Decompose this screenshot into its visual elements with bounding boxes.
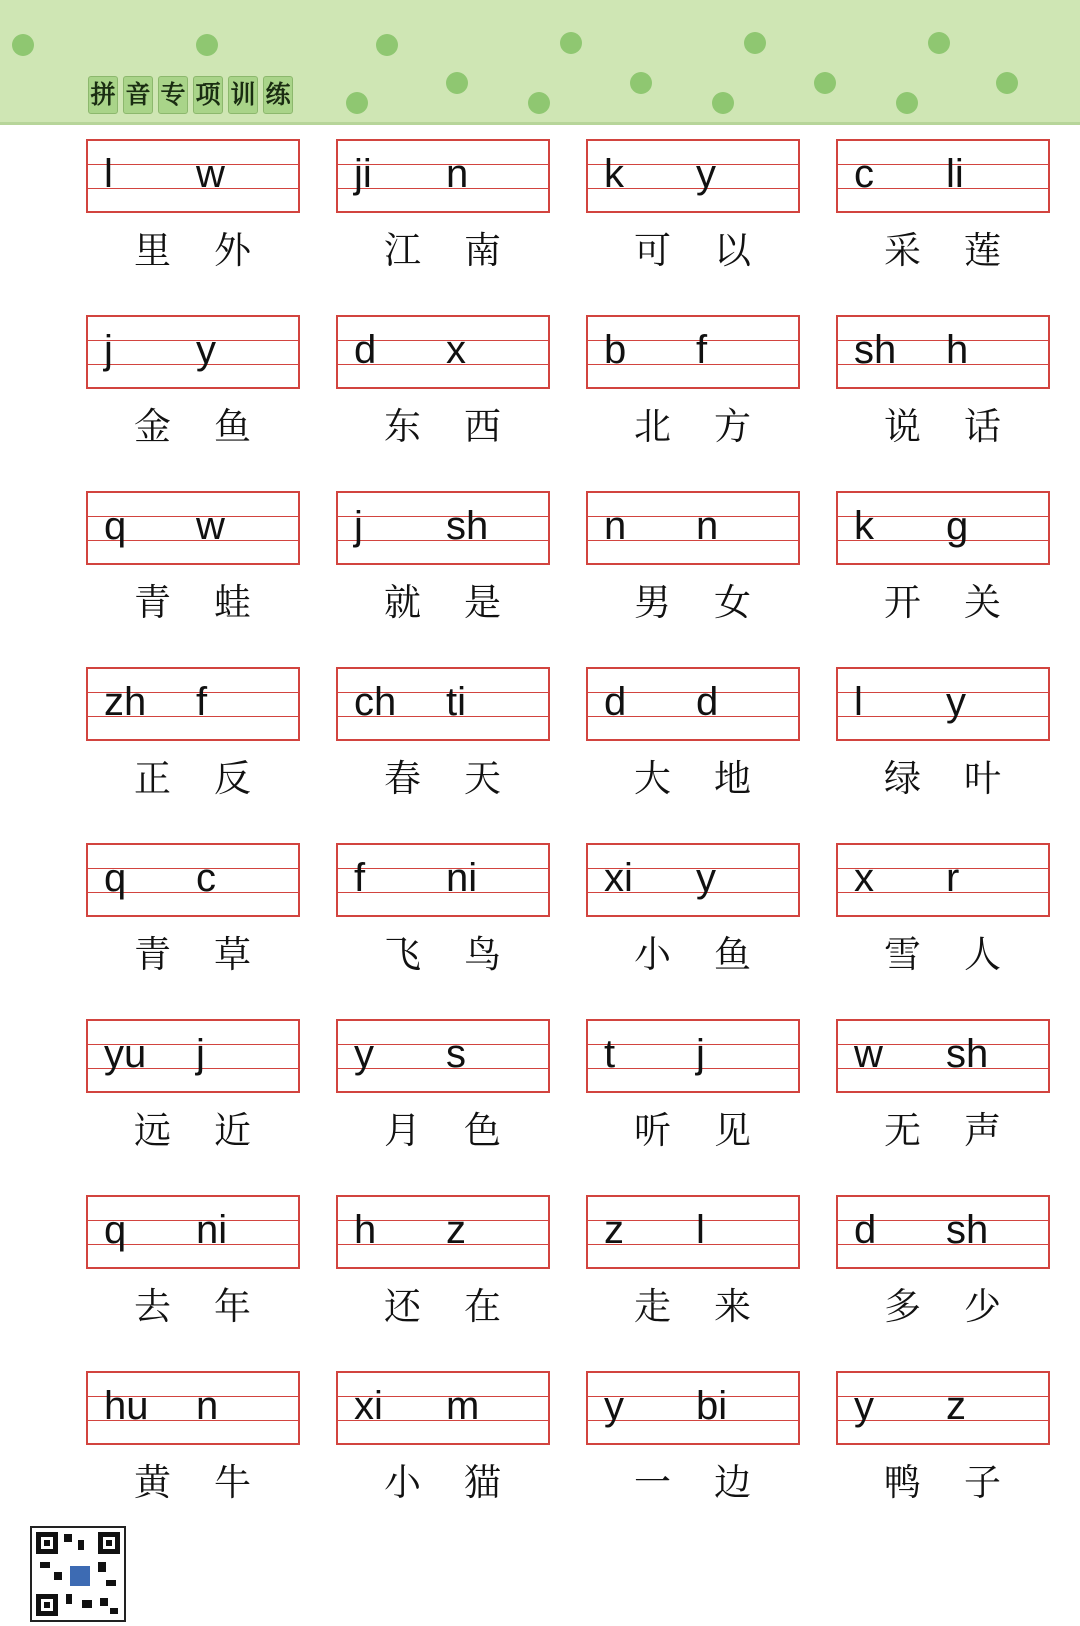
qr-finder: [36, 1594, 58, 1616]
pinyin-initial: g: [946, 504, 969, 548]
decor-dot: [712, 92, 734, 114]
hanzi-character: 边: [714, 1461, 751, 1504]
pinyin-initial: d: [604, 680, 627, 724]
hanzi-character: 大: [634, 757, 671, 800]
pinyin-initial: bi: [696, 1384, 728, 1428]
hanzi-character: 牛: [214, 1461, 251, 1504]
pinyin-initial: z: [946, 1384, 966, 1428]
pinyin-writing-box: [586, 1019, 800, 1093]
pinyin-initial: k: [604, 152, 624, 196]
pinyin-initial: d: [854, 1208, 877, 1252]
hanzi-character: 话: [964, 405, 1001, 448]
hanzi-character: 采: [884, 229, 921, 272]
pinyin-writing-box: [86, 491, 300, 565]
pinyin-initial: li: [946, 152, 964, 196]
header-banner: [0, 0, 1080, 125]
pinyin-initial: h: [946, 328, 969, 372]
hanzi-character: 女: [714, 581, 751, 624]
pinyin-initial: x: [446, 328, 466, 372]
pinyin-writing-box: [836, 1019, 1050, 1093]
exercise-item: [586, 315, 802, 491]
hanzi-character: 一: [634, 1461, 671, 1504]
exercise-item: [836, 1019, 1052, 1195]
exercise-item: [86, 667, 302, 843]
hanzi-character: 正: [134, 757, 171, 800]
pinyin-initial: w: [196, 504, 225, 548]
title-char: 项: [193, 76, 223, 114]
hanzi-character: 近: [214, 1109, 251, 1152]
exercise-item: [336, 667, 552, 843]
hanzi-character: 去: [134, 1285, 171, 1328]
pinyin-writing-box: [86, 1195, 300, 1269]
pinyin-initial: hu: [104, 1384, 149, 1428]
exercise-item: [86, 843, 302, 1019]
pinyin-writing-box: [336, 1371, 550, 1445]
pinyin-writing-box: [336, 315, 550, 389]
hanzi-character: 西: [464, 405, 501, 448]
exercise-item: [336, 1371, 552, 1547]
pinyin-writing-box: [836, 491, 1050, 565]
hanzi-character: 鱼: [214, 405, 251, 448]
pinyin-writing-box: [586, 843, 800, 917]
pinyin-initial: n: [696, 504, 719, 548]
exercise-item: [336, 1195, 552, 1371]
hanzi-character: 地: [714, 757, 751, 800]
decor-dot: [528, 92, 550, 114]
pinyin-initial: sh: [946, 1208, 989, 1252]
pinyin-initial: f: [354, 856, 366, 900]
pinyin-writing-box: [586, 139, 800, 213]
pinyin-initial: y: [604, 1384, 624, 1428]
pinyin-initial: s: [446, 1032, 466, 1076]
page-title: [88, 76, 293, 114]
pinyin-writing-box: [836, 667, 1050, 741]
pinyin-initial: j: [354, 504, 363, 548]
exercise-item: [86, 491, 302, 667]
hanzi-character: 南: [464, 229, 501, 272]
hanzi-character: 春: [384, 757, 421, 800]
hanzi-character: 见: [714, 1109, 751, 1152]
decor-dot: [928, 32, 950, 54]
pinyin-writing-box: [86, 667, 300, 741]
hanzi-character: 鱼: [714, 933, 751, 976]
qr-module: [66, 1594, 72, 1604]
hanzi-character: 飞: [384, 933, 421, 976]
pinyin-initial: ti: [446, 680, 466, 724]
hanzi-character: 黄: [134, 1461, 171, 1504]
exercise-item: [586, 491, 802, 667]
hanzi-character: 男: [634, 581, 671, 624]
pinyin-initial: d: [696, 680, 719, 724]
pinyin-initial: z: [604, 1208, 624, 1252]
pinyin-writing-box: [336, 491, 550, 565]
title-char: 专: [158, 76, 188, 114]
qr-finder: [36, 1532, 58, 1554]
pinyin-initial: z: [446, 1208, 466, 1252]
hanzi-character: 色: [464, 1109, 501, 1152]
pinyin-initial: t: [604, 1032, 616, 1076]
exercise-item: [86, 139, 302, 315]
exercise-item: [836, 667, 1052, 843]
pinyin-writing-box: [336, 1019, 550, 1093]
exercise-item: [836, 843, 1052, 1019]
pinyin-initial: xi: [604, 856, 633, 900]
decor-dot: [896, 92, 918, 114]
exercise-item: [86, 315, 302, 491]
pinyin-writing-box: [336, 843, 550, 917]
pinyin-initial: x: [854, 856, 874, 900]
decor-dot: [814, 72, 836, 94]
hanzi-character: 听: [634, 1109, 671, 1152]
hanzi-character: 里: [134, 229, 171, 272]
pinyin-writing-box: [586, 1195, 800, 1269]
hanzi-character: 声: [964, 1109, 1001, 1152]
qr-code-icon: [30, 1526, 126, 1622]
hanzi-character: 金: [134, 405, 171, 448]
exercise-item: [836, 1371, 1052, 1547]
pinyin-initial: sh: [946, 1032, 989, 1076]
exercise-item: [836, 1195, 1052, 1371]
hanzi-character: 关: [964, 581, 1001, 624]
hanzi-character: 鸟: [464, 933, 501, 976]
exercise-item: [336, 843, 552, 1019]
hanzi-character: 少: [964, 1285, 1001, 1328]
pinyin-writing-box: [836, 1371, 1050, 1445]
pinyin-initial: ji: [354, 152, 372, 196]
hanzi-character: 以: [714, 229, 751, 272]
pinyin-initial: y: [854, 1384, 874, 1428]
decor-dot: [560, 32, 582, 54]
qr-module: [64, 1534, 72, 1542]
hanzi-character: 还: [384, 1285, 421, 1328]
pinyin-writing-box: [586, 491, 800, 565]
qr-module: [100, 1598, 108, 1606]
pinyin-initial: sh: [854, 328, 897, 372]
decor-dot: [376, 34, 398, 56]
pinyin-writing-box: [836, 139, 1050, 213]
exercise-item: [336, 315, 552, 491]
decor-dot: [346, 92, 368, 114]
exercise-grid: [86, 139, 1056, 1547]
hanzi-character: 小: [384, 1461, 421, 1504]
exercise-item: [336, 139, 552, 315]
pinyin-writing-box: [86, 139, 300, 213]
exercise-item: [86, 1371, 302, 1547]
pinyin-initial: l: [854, 680, 863, 724]
pinyin-initial: r: [946, 856, 960, 900]
pinyin-writing-box: [86, 1371, 300, 1445]
hanzi-character: 走: [634, 1285, 671, 1328]
hanzi-character: 说: [884, 405, 921, 448]
qr-module: [98, 1562, 106, 1572]
qr-logo: [68, 1564, 92, 1588]
hanzi-character: 江: [384, 229, 421, 272]
exercise-item: [586, 139, 802, 315]
pinyin-initial: c: [196, 856, 216, 900]
qr-module: [54, 1572, 62, 1580]
hanzi-character: 草: [214, 933, 251, 976]
qr-module: [78, 1540, 84, 1550]
pinyin-initial: j: [696, 1032, 705, 1076]
pinyin-writing-box: [86, 315, 300, 389]
exercise-item: [836, 315, 1052, 491]
hanzi-character: 叶: [964, 757, 1001, 800]
pinyin-initial: c: [854, 152, 874, 196]
qr-finder: [98, 1532, 120, 1554]
hanzi-character: 远: [134, 1109, 171, 1152]
title-char: 音: [123, 76, 153, 114]
hanzi-character: 是: [464, 581, 501, 624]
pinyin-writing-box: [336, 139, 550, 213]
pinyin-initial: j: [196, 1032, 205, 1076]
hanzi-character: 人: [964, 933, 1001, 976]
decor-dot: [12, 34, 34, 56]
qr-module: [106, 1580, 116, 1586]
hanzi-character: 反: [214, 757, 251, 800]
pinyin-initial: k: [854, 504, 874, 548]
pinyin-writing-box: [336, 1195, 550, 1269]
hanzi-character: 月: [384, 1109, 421, 1152]
hanzi-character: 开: [884, 581, 921, 624]
hanzi-character: 绿: [884, 757, 921, 800]
pinyin-initial: f: [196, 680, 208, 724]
pinyin-writing-box: [336, 667, 550, 741]
hanzi-character: 无: [884, 1109, 921, 1152]
pinyin-writing-box: [836, 843, 1050, 917]
hanzi-character: 蛙: [214, 581, 251, 624]
pinyin-initial: h: [354, 1208, 377, 1252]
title-char: 训: [228, 76, 258, 114]
qr-module: [110, 1608, 118, 1614]
exercise-item: [836, 491, 1052, 667]
pinyin-initial: ni: [196, 1208, 228, 1252]
hanzi-character: 就: [384, 581, 421, 624]
pinyin-initial: q: [104, 856, 127, 900]
pinyin-initial: n: [604, 504, 627, 548]
pinyin-writing-box: [836, 315, 1050, 389]
hanzi-character: 小: [634, 933, 671, 976]
pinyin-initial: sh: [446, 504, 489, 548]
pinyin-writing-box: [586, 667, 800, 741]
pinyin-initial: b: [604, 328, 627, 372]
hanzi-character: 多: [884, 1285, 921, 1328]
hanzi-character: 雪: [884, 933, 921, 976]
pinyin-initial: ch: [354, 680, 397, 724]
pinyin-initial: zh: [104, 680, 147, 724]
pinyin-writing-box: [836, 1195, 1050, 1269]
hanzi-character: 可: [634, 229, 671, 272]
qr-module: [82, 1600, 92, 1608]
exercise-item: [586, 843, 802, 1019]
pinyin-writing-box: [86, 843, 300, 917]
hanzi-character: 来: [714, 1285, 751, 1328]
pinyin-initial: w: [196, 152, 225, 196]
exercise-item: [86, 1019, 302, 1195]
pinyin-initial: m: [446, 1384, 480, 1428]
hanzi-character: 猫: [464, 1461, 501, 1504]
pinyin-initial: f: [696, 328, 708, 372]
pinyin-initial: yu: [104, 1032, 147, 1076]
hanzi-character: 青: [134, 933, 171, 976]
hanzi-character: 方: [714, 405, 751, 448]
hanzi-character: 莲: [964, 229, 1001, 272]
hanzi-character: 子: [964, 1461, 1001, 1504]
hanzi-character: 年: [214, 1285, 251, 1328]
decor-dot: [446, 72, 468, 94]
pinyin-initial: q: [104, 1208, 127, 1252]
pinyin-initial: y: [946, 680, 966, 724]
hanzi-character: 鸭: [884, 1461, 921, 1504]
pinyin-initial: l: [104, 152, 113, 196]
pinyin-initial: n: [446, 152, 469, 196]
hanzi-character: 外: [214, 229, 251, 272]
hanzi-character: 天: [464, 757, 501, 800]
pinyin-initial: y: [354, 1032, 374, 1076]
qr-module: [40, 1562, 50, 1568]
decor-dot: [744, 32, 766, 54]
hanzi-character: 青: [134, 581, 171, 624]
hanzi-character: 东: [384, 405, 421, 448]
pinyin-initial: d: [354, 328, 377, 372]
decor-dot: [196, 34, 218, 56]
pinyin-initial: ni: [446, 856, 478, 900]
exercise-item: [86, 1195, 302, 1371]
pinyin-initial: w: [854, 1032, 883, 1076]
title-char: 拼: [88, 76, 118, 114]
exercise-item: [836, 139, 1052, 315]
pinyin-initial: y: [696, 152, 716, 196]
pinyin-initial: l: [696, 1208, 705, 1252]
hanzi-character: 在: [464, 1285, 501, 1328]
decor-dot: [996, 72, 1018, 94]
exercise-item: [586, 1371, 802, 1547]
pinyin-writing-box: [86, 1019, 300, 1093]
pinyin-initial: y: [696, 856, 716, 900]
title-char: 练: [263, 76, 293, 114]
exercise-item: [586, 1019, 802, 1195]
exercise-item: [336, 491, 552, 667]
pinyin-initial: j: [104, 328, 113, 372]
exercise-item: [586, 1195, 802, 1371]
pinyin-writing-box: [586, 315, 800, 389]
pinyin-initial: xi: [354, 1384, 383, 1428]
exercise-item: [336, 1019, 552, 1195]
decor-dot: [630, 72, 652, 94]
exercise-item: [586, 667, 802, 843]
hanzi-character: 北: [634, 405, 671, 448]
pinyin-initial: y: [196, 328, 216, 372]
pinyin-writing-box: [586, 1371, 800, 1445]
pinyin-initial: n: [196, 1384, 219, 1428]
pinyin-initial: q: [104, 504, 127, 548]
